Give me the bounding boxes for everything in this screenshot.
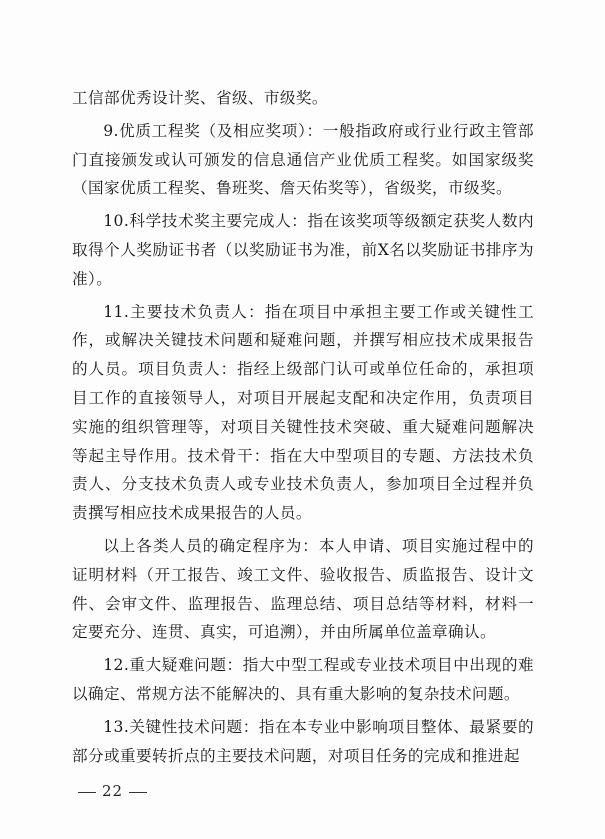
document-body (72, 84, 534, 774)
paragraph-continuation: 工信部优秀设计奖、省级、市级奖。 (72, 89, 328, 107)
page-footer (72, 782, 153, 800)
paragraph-item-13: 13.关键性技术问题：指在本专业中影响项目整体、最紧要的部分或重要转折点的主要技术问题，对项目任务的完成和推进起 (72, 717, 534, 765)
footer-dash-left (78, 792, 96, 793)
paragraph-item-9: 9.优质工程奖（及相应奖项）：一般指政府或行业行政主管部门直接颁发或认可颁发的信息通信产业优质工程奖。如国家级奖（国家优质工程奖、鲁班奖、詹天佑奖等），省级奖，市级奖。 (72, 121, 534, 198)
paragraph-item-10: 10.科学技术奖主要完成人：指在该奖项等级额定获奖人数内取得个人奖励证书者（以奖励证书为准，前X名以奖励证书排序为准）。 (72, 212, 534, 288)
paragraph-item-12: 12.重大疑难问题：指大中型工程或专业技术项目中出现的难以确定、常规方法不能解决的、具有重大影响的复杂技术问题。 (72, 656, 534, 703)
footer-dash-right (129, 792, 147, 793)
paragraph-item-11: 11.主要技术负责人：指在项目中承担主要工作或关键性工作，或解决关键技术问题和疑难问题，并撰写相应技术成果报告的人员。项目负责人：指经上级部门认可或单位任命的，承担项目工作的直接领导人，对项目开展起支配和决定作用，负责项目实施的组织管理等，对项目关键性技术突破、重大疑难问题解决等起主导作用。技术骨干：指在大中型项目的专题、方法技术负责人、分支技术负责人或专业技术负责人，参加项目全过程并负责撰写相应技术成果报告的人员。 (72, 302, 534, 523)
paragraph-procedure: 以上各类人员的确定程序为：本人申请、项目实施过程中的证明材料（开工报告、竣工文件、验收报告、质监报告、设计文件、会审文件、监理报告、监理总结、项目总结等材料，材料一定要充分、连贯、真实，可追溯），并由所属单位盖章确认。 (72, 536, 534, 642)
page-number: 22 (102, 782, 124, 800)
